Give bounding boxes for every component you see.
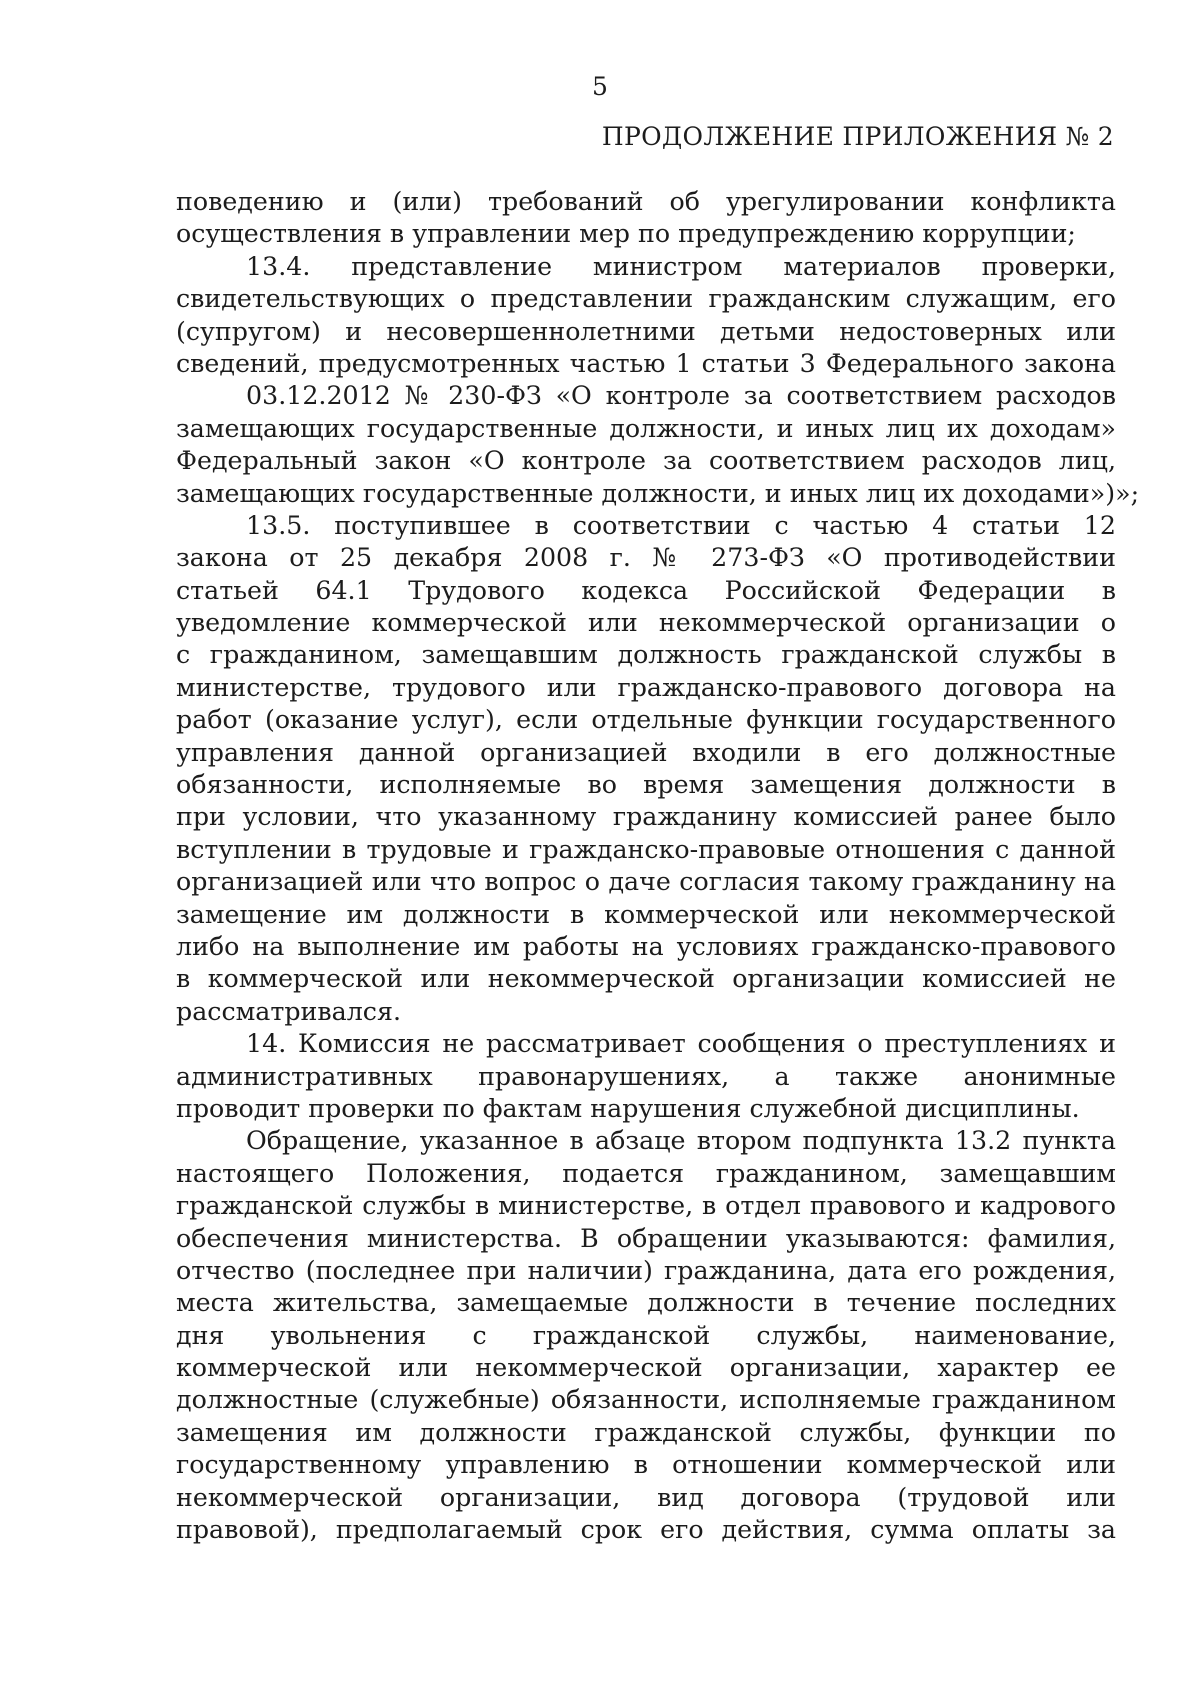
text-line: в коммерческой или некоммерческой организации комиссией не (176, 964, 1116, 994)
text-line: замещающих государственные должности, и иных лиц их доходам» (176, 413, 1116, 443)
text-line: 13.5. поступившее в соответствии с частью 4 статьи 12 (246, 510, 1116, 540)
text-line: сведений, предусмотренных частью 1 статьи 3 Федерального закона (176, 348, 1116, 378)
text-line: статьей 64.1 Трудового кодекса Российской Федерации в (176, 575, 1116, 605)
text-line: рассматривался. (176, 996, 401, 1026)
text-line: настоящего Положения, подается гражданином, замещавшим (176, 1158, 1116, 1188)
text-line: свидетельствующих о представлении гражданским служащим, его (176, 284, 1116, 314)
text-line: уведомление коммерческой или некоммерческой организации о (176, 608, 1116, 638)
text-line: проводит проверки по фактам нарушения служебной дисциплины. (176, 1093, 1080, 1123)
text-line: вступлении в трудовые и гражданско-правовые отношения с данной (176, 834, 1116, 864)
page-number: 5 (592, 72, 608, 101)
text-line: министерстве, трудового или гражданско-правового договора на (176, 672, 1116, 702)
text-line: обеспечения министерства. В обращении указываются: фамилия, (176, 1223, 1116, 1253)
text-line: коммерческой или некоммерческой организации, характер ее (176, 1353, 1116, 1383)
text-line: замещающих государственные должности, и иных лиц их доходами»)»; (176, 478, 1140, 508)
text-line: 14. Комиссия не рассматривает сообщения о преступлениях и (246, 1029, 1116, 1059)
text-line: с гражданином, замещавшим должность гражданской службы в (176, 640, 1116, 670)
text-line: поведению и (или) требований об урегулировании конфликта (176, 187, 1116, 216)
text-line: при условии, что указанному гражданину комиссией ранее было (176, 802, 1116, 832)
text-line: осуществления в управлении мер по предупреждению коррупции; (176, 219, 1076, 249)
text-line: работ (оказание услуг), если отдельные функции государственного (176, 705, 1116, 735)
text-line: 03.12.2012 № 230-ФЗ «О контроле за соответствием расходов (246, 381, 1116, 411)
text-line: обязанности, исполняемые во время замещения должности в (176, 770, 1116, 800)
text-line: места жительства, замещаемые должности в течение последних (176, 1288, 1116, 1318)
text-line: замещения им должности гражданской службы, функции по (176, 1417, 1116, 1447)
text-line: либо на выполнение им работы на условиях гражданско-правового (176, 931, 1116, 961)
text-line: государственному управлению в отношении коммерческой или (176, 1450, 1116, 1480)
text-line: управления данной организацией входили в его должностные (176, 737, 1116, 767)
text-line: организацией или что вопрос о даче согласия такому гражданину на (176, 867, 1116, 897)
appendix-heading: ПРОДОЛЖЕНИЕ ПРИЛОЖЕНИЯ № 2 (601, 122, 1114, 151)
text-line: правовой), предполагаемый срок его действия, сумма оплаты за (176, 1515, 1116, 1545)
text-line: замещение им должности в коммерческой или некоммерческой (176, 899, 1116, 929)
text-line: Федеральный закон «О контроле за соответствием расходов лиц, (176, 446, 1116, 476)
text-line: должностные (служебные) обязанности, исполняемые гражданином (176, 1385, 1116, 1415)
text-line: административных правонарушениях, а также анонимные (176, 1061, 1116, 1091)
text-line: 13.4. представление министром материалов проверки, (246, 251, 1116, 281)
text-line: дня увольнения с гражданской службы, наименование, (176, 1320, 1116, 1350)
document-body (176, 186, 1140, 1546)
text-line: Обращение, указанное в абзаце втором подпункта 13.2 пункта (246, 1126, 1116, 1156)
text-line: гражданской службы в министерстве, в отдел правового и кадрового (176, 1191, 1116, 1221)
text-line: закона от 25 декабря 2008 г. № 273-ФЗ «О противодействии (176, 543, 1116, 573)
text-line: некоммерческой организации, вид договора (трудовой или (176, 1482, 1116, 1512)
text-line: (супругом) и несовершеннолетними детьми недостоверных или (176, 316, 1116, 346)
text-line: отчество (последнее при наличии) гражданина, дата его рождения, (176, 1255, 1116, 1285)
